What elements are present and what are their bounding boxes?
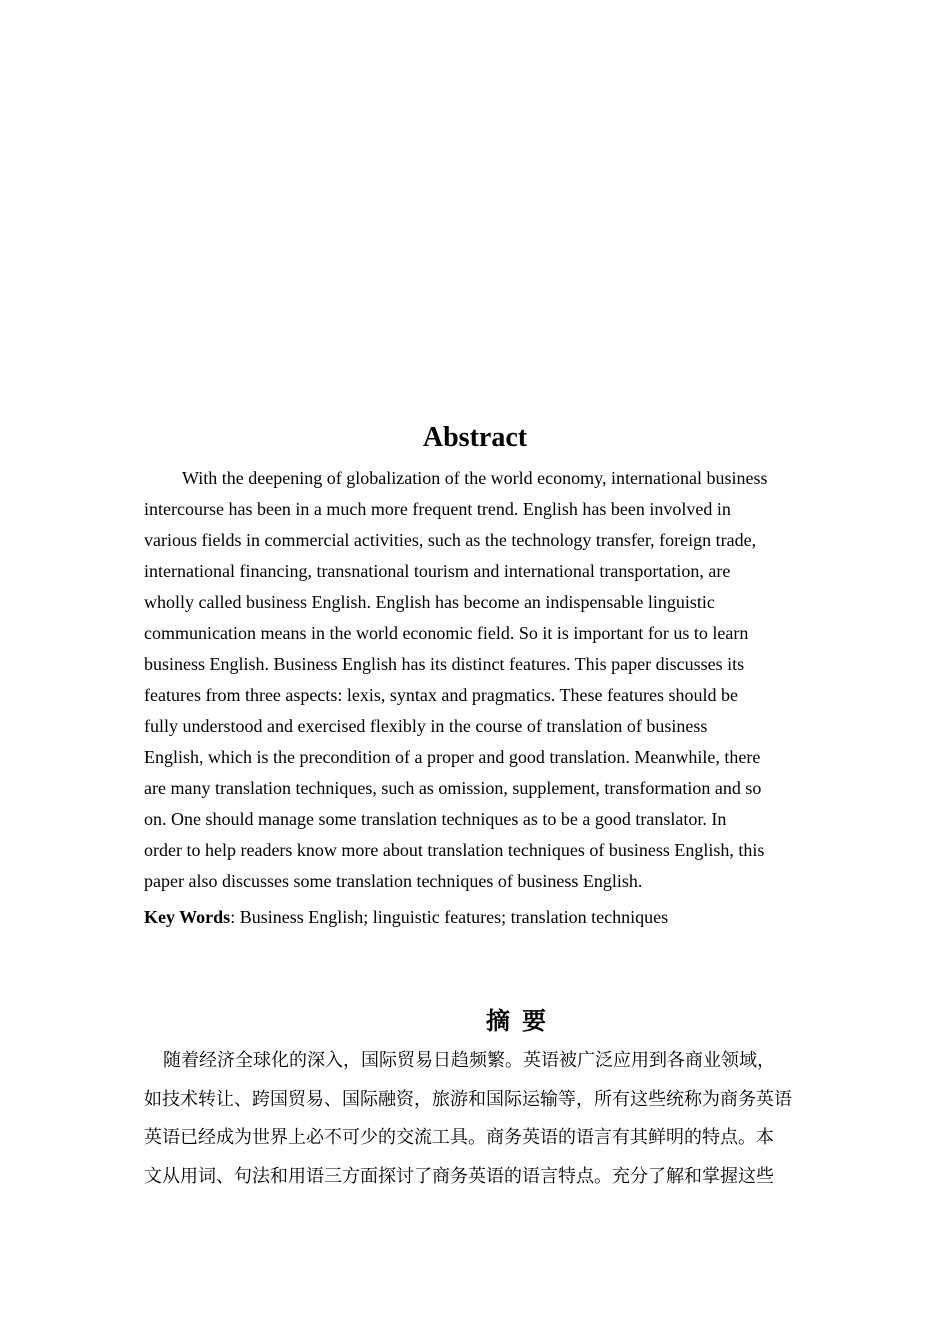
abstract-body bbox=[144, 463, 809, 897]
keywords bbox=[144, 902, 668, 932]
abstract-line: business English. Business English has its distinct features. This paper discusses its bbox=[144, 654, 745, 674]
abstract-line: various fields in commercial activities, such as the technology transfer, foreign trade, bbox=[144, 530, 757, 550]
abstract-line: features from three aspects: lexis, syntax and pragmatics. These features should be bbox=[144, 685, 738, 705]
abstract-line: wholly called business English. English has become an indispensable linguistic bbox=[144, 592, 715, 612]
abstract-heading: Abstract bbox=[422, 422, 528, 453]
keywords-text: : Business English; linguistic features; translation techniques bbox=[230, 907, 669, 927]
abstract-line: paper also discusses some translation techniques of business English. bbox=[144, 871, 643, 891]
abstract-line: international financing, transnational tourism and international transportation, are bbox=[144, 561, 731, 581]
abstract-line: are many translation techniques, such as omission, supplement, transformation and so bbox=[144, 778, 762, 798]
abstract-line: communication means in the world economic field. So it is important for us to learn bbox=[144, 623, 749, 643]
chinese-abstract-line: 文从用词、句法和用语三方面探讨了商务英语的语言特点。充分了解和掌握这些 bbox=[144, 1165, 774, 1187]
chinese-abstract-heading: 摘要 bbox=[486, 1007, 558, 1035]
chinese-abstract-line: 如技术转让、跨国贸易、国际融资，旅游和国际运输等，所有这些统称为商务英语 bbox=[144, 1088, 792, 1110]
abstract-line: With the deepening of globalization of the world economy, international business bbox=[182, 468, 768, 488]
abstract-line: intercourse has been in a much more frequent trend. English has been involved in bbox=[144, 499, 731, 519]
chinese-abstract-line: 随着经济全球化的深入，国际贸易日趋频繁。英语被广泛应用到各商业领域， bbox=[163, 1050, 775, 1071]
keywords-label: Key Words bbox=[144, 907, 231, 927]
abstract-line: on. One should manage some translation techniques as to be a good translator. In bbox=[144, 809, 727, 829]
abstract-line: order to help readers know more about translation techniques of business English, this bbox=[144, 840, 765, 860]
chinese-abstract-body bbox=[144, 1042, 809, 1196]
abstract-line: fully understood and exercised flexibly in the course of translation of business bbox=[144, 716, 708, 736]
abstract-line: English, which is the precondition of a proper and good translation. Meanwhile, there bbox=[144, 747, 761, 767]
chinese-abstract-line: 英语已经成为世界上必不可少的交流工具。商务英语的语言有其鲜明的特点。本 bbox=[144, 1127, 774, 1148]
